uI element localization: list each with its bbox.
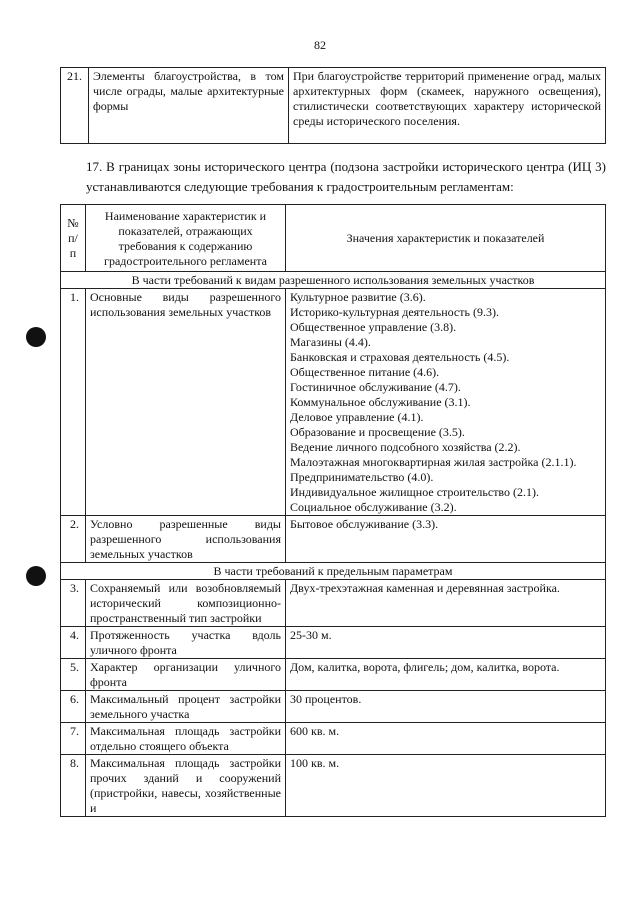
row-value-list <box>286 289 606 516</box>
table-row <box>61 691 606 723</box>
table-row <box>61 659 606 691</box>
row-number: 21. <box>61 68 89 144</box>
row-value: 600 кв. м. <box>286 723 606 755</box>
regulations-table <box>60 204 606 817</box>
list-item: Гостиничное обслуживание (4.7). <box>290 380 461 394</box>
table-row <box>61 289 606 516</box>
list-item: Предпринимательство (4.0). <box>290 470 434 484</box>
list-item: Образование и просвещение (3.5). <box>290 425 465 439</box>
row-number: 4. <box>61 627 86 659</box>
table-row <box>61 516 606 563</box>
row-value: Бытовое обслуживание (3.3). <box>286 516 606 563</box>
list-item: Банковская и страховая деятельность (4.5). <box>290 350 510 364</box>
row-number: 1. <box>61 289 86 516</box>
row-name: Максимальный процент застройки земельного участка <box>86 691 286 723</box>
list-item: Коммунальное обслуживание (3.1). <box>290 395 471 409</box>
list-item: Ведение личного подсобного хозяйства (2.2). <box>290 440 521 454</box>
section-row <box>61 563 606 580</box>
header-num: № п/п <box>61 205 86 272</box>
row-name: Условно разрешенные виды разрешенного использования земельных участков <box>86 516 286 563</box>
table-row <box>61 755 606 817</box>
table-row <box>61 627 606 659</box>
row-number: 7. <box>61 723 86 755</box>
row-value: 30 процентов. <box>286 691 606 723</box>
row-name: Максимальная площадь застройки прочих зданий и сооружений (пристройки, навесы, хозяйственные и <box>86 755 286 817</box>
row-number: 8. <box>61 755 86 817</box>
section-row <box>61 272 606 289</box>
list-item: Социальное обслуживание (3.2). <box>290 500 457 514</box>
list-item: Общественное управление (3.8). <box>290 320 457 334</box>
row-name: Максимальная площадь застройки отдельно стоящего объекта <box>86 723 286 755</box>
table-row <box>61 723 606 755</box>
punch-hole <box>26 327 46 347</box>
row-value: При благоустройстве территорий применение оград, малых архитектурных форм (скамеек, наружного освещения), стилистически соответствующих характеру исторической среды исторического поселения. <box>289 68 606 144</box>
paragraph-17: 17. В границах зоны исторического центра (подзона застройки исторического центра (ИЦ 3) устанавливаются следующие требования к градостроительным регламентам: <box>86 159 606 194</box>
row-value: Дом, калитка, ворота, флигель; дом, калитка, ворота. <box>286 659 606 691</box>
list-item: Общественное питание (4.6). <box>290 365 440 379</box>
table-header <box>61 205 606 272</box>
list-item: Историко-культурная деятельность (9.3). <box>290 305 499 319</box>
row-value: 25-30 м. <box>286 627 606 659</box>
list-item: Индивидуальное жилищное строительство (2.1). <box>290 485 540 499</box>
row-name: Основные виды разрешенного использования земельных участков <box>86 289 286 516</box>
row-name: Характер организации уличного фронта <box>86 659 286 691</box>
row-name: Протяженность участка вдоль уличного фронта <box>86 627 286 659</box>
row-value: Двух-трехэтажная каменная и деревянная застройка. <box>286 580 606 627</box>
punch-hole <box>26 566 46 586</box>
list-item: Магазины (4.4). <box>290 335 371 349</box>
list-item: Культурное развитие (3.6). <box>290 290 426 304</box>
page-number: 82 <box>314 38 326 52</box>
row-number: 5. <box>61 659 86 691</box>
row-value: 100 кв. м. <box>286 755 606 817</box>
list-item: Малоэтажная многоквартирная жилая застройка (2.1.1). <box>290 455 577 469</box>
row-number: 2. <box>61 516 86 563</box>
row-number: 6. <box>61 691 86 723</box>
list-item: Деловое управление (4.1). <box>290 410 424 424</box>
row-name: Сохраняемый или возобновляемый исторический композиционно-пространственный тип застройки <box>86 580 286 627</box>
table-row <box>61 580 606 627</box>
header-name: Наименование характеристик и показателей, отражающих требования к содержанию градостроительного регламента <box>86 205 286 272</box>
header-value: Значения характеристик и показателей <box>286 205 606 272</box>
row-number: 3. <box>61 580 86 627</box>
row-name: Элементы благоустройства, в том числе ограды, малые архитектурные формы <box>89 68 289 144</box>
table-row <box>61 68 606 144</box>
continued-table <box>60 67 606 144</box>
section-title: В части требований к видам разрешенного использования земельных участков <box>61 272 606 289</box>
section-title: В части требований к предельным параметрам <box>61 563 606 580</box>
